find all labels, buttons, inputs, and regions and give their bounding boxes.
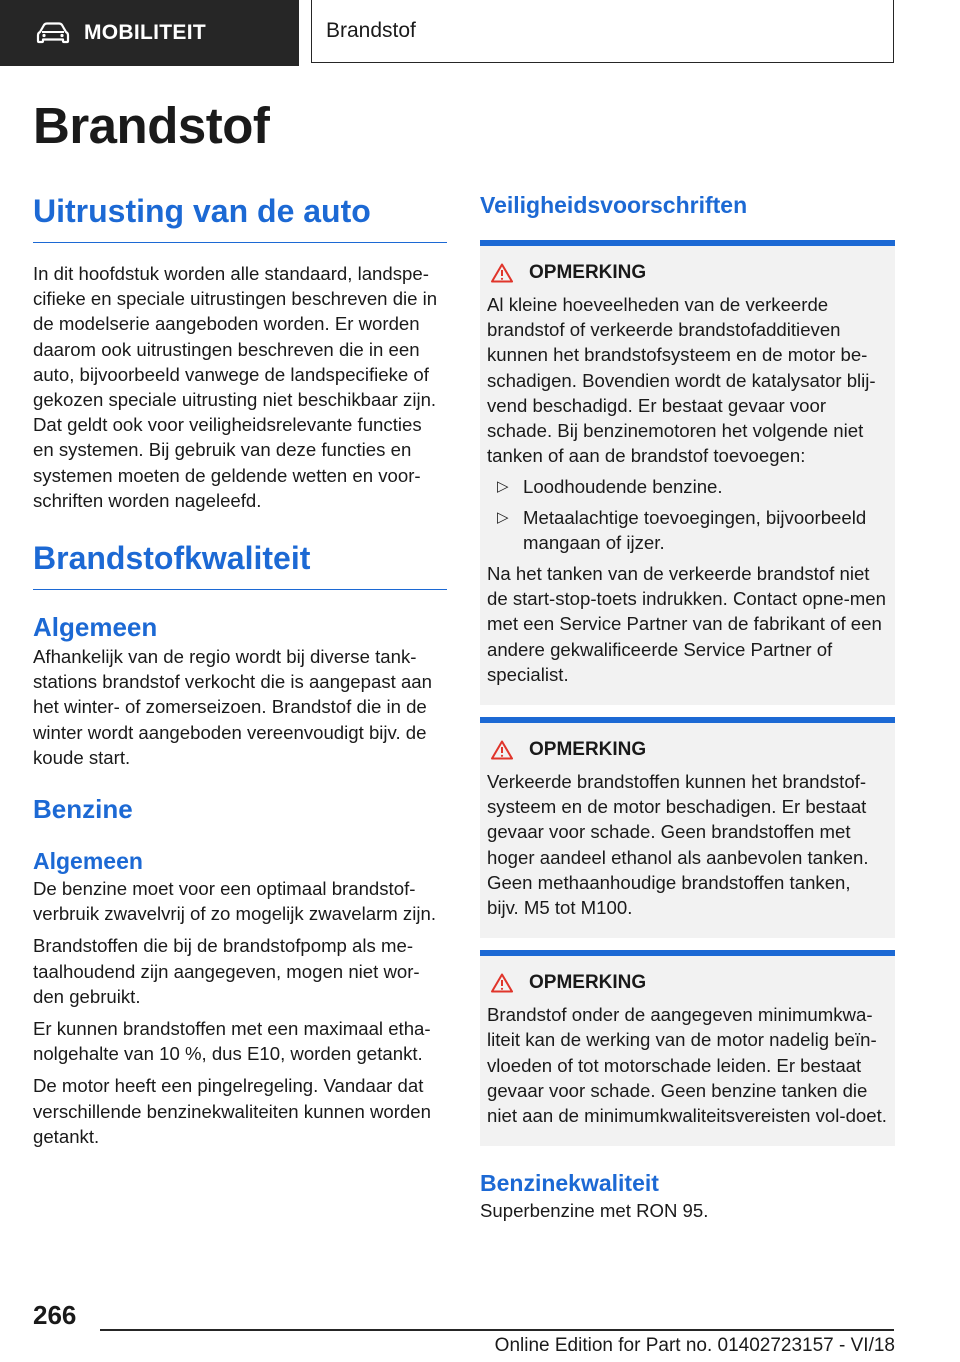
notice-text: Al kleine hoeveelheden van de verkeerde brandstof of verkeerde brandstofadditieven kunnen het brandstofsysteem en de motor be-schadigen. Bovendien wordt de katalysator blij-vend beschadigd. Er bestaat gevaar voor schade. Bij benzinemotoren het volgende niet tanken of aan de brandstof toevoegen: xyxy=(487,294,876,467)
warning-triangle-icon xyxy=(491,740,513,760)
notice-box-1 xyxy=(480,240,895,705)
car-icon xyxy=(36,22,70,44)
paragraph-general: Afhankelijk van de regio wordt bij diverse tank-stations brandstof verkocht die is aangepast aan het winter- of zomerseizoen. Brandstof die in de winter wordt aangeboden vereenvoudigt bijv. de koude start. xyxy=(33,646,432,768)
paragraph-equipment: In dit hoofdstuk worden alle standaard, landspe-cifieke en speciale uitrustingen beschreven die in de modelserie aangeboden worden. Er worden daarom ook uitrustingen beschreven die in een auto, bijvoorbeeld vanwege de landspecifieke of gekozen speciale uitrusting niet beschikbaar zijn. Dat geldt ook voor veiligheidsrelevante functies en systemen. Bij gebruik van deze functies en systemen moeten de geldende wetten en voor-schriften worden nageleefd. xyxy=(33,263,438,511)
notice-header xyxy=(487,262,887,284)
notice-text: Brandstof onder de aangegeven minimumkwa-liteit kan de werking van de motor nadelig beïn-vloeden of tot motorschade leiden. Er bestaat gevaar voor schade. Geen benzine tanken die niet aan de minimumkwaliteitsvereisten vol-doet. xyxy=(487,1004,887,1127)
notice-label: OPMERKING xyxy=(529,262,647,283)
section-tab[interactable] xyxy=(0,0,299,66)
heading-petrol-quality: Benzinekwaliteit xyxy=(480,1170,659,1197)
paragraph-petrol-4: De motor heeft een pingelregeling. Vandaar dat verschillende benzinekwaliteiten kunnen worden getankt. xyxy=(33,1075,431,1147)
notice-label: OPMERKING xyxy=(529,972,647,994)
heading-equipment: Uitrusting van de auto xyxy=(33,190,447,243)
footer-divider xyxy=(100,1329,894,1331)
notice-text: Verkeerde brandstoffen kunnen het brandstof-systeem en de motor beschadigen. Er bestaat gevaar voor schade. Geen brandstoffen met hoger aandeel ethanol als aanbevolen tanken. Geen methaanhoudige brandstoffen tanken, bijv. M5 tot M100. xyxy=(487,771,869,919)
notice-header xyxy=(487,972,887,994)
chapter-label: Brandstof xyxy=(326,19,416,42)
notice-list xyxy=(487,474,887,555)
paragraph-petrol-2: Brandstoffen die bij de brandstofpomp als me-taalhoudend zijn aangegeven, mogen niet wor-den gebruikt. xyxy=(33,935,420,1007)
heading-general: Algemeen xyxy=(33,612,158,643)
paragraph-petrol-3: Er kunnen brandstoffen met een maximaal etha-nolgehalte van 10 %, dus E10, worden getankt. xyxy=(33,1018,431,1065)
list-item: ▷ Metaalachtige toevoegingen, bijvoorbeeld mangaan of ijzer. xyxy=(497,506,867,553)
notice-box-3 xyxy=(480,950,895,1146)
notice-box-2 xyxy=(480,717,895,938)
page-number: 266 xyxy=(33,1300,77,1330)
warning-triangle-icon xyxy=(491,973,513,993)
heading-petrol: Benzine xyxy=(33,794,133,825)
paragraph-petrol-1: De benzine moet voor een optimaal brandstof-verbruik zwavelvrij of zo mogelijk zwavelarm zijn. xyxy=(33,878,436,925)
section-label: MOBILITEIT xyxy=(84,21,206,44)
paragraph-petrol-quality: Superbenzine met RON 95. xyxy=(480,1200,709,1222)
notice-label: OPMERKING xyxy=(529,739,647,761)
right-column xyxy=(480,190,895,1223)
left-column xyxy=(33,190,447,1149)
notice-text-2: Na het tanken van de verkeerde brandstof niet de start-stop-toets indrukken. Contact opne-men met een Service Partner van de fabrikant of een andere gekwalificeerde Service Partner of specialist. xyxy=(487,563,886,685)
chapter-tab[interactable] xyxy=(311,0,894,63)
heading-fuel-quality: Brandstofkwaliteit xyxy=(33,537,447,590)
warning-triangle-icon xyxy=(491,263,513,283)
list-item: ▷ Loodhoudende benzine. xyxy=(497,476,723,498)
edition-note: Online Edition for Part no. 01402723157 - VI/18 xyxy=(494,1335,895,1356)
heading-petrol-general: Algemeen xyxy=(33,848,143,875)
notice-header xyxy=(487,739,887,761)
page-title: Brandstof xyxy=(33,97,270,154)
heading-safety: Veiligheidsvoorschriften xyxy=(480,192,748,218)
